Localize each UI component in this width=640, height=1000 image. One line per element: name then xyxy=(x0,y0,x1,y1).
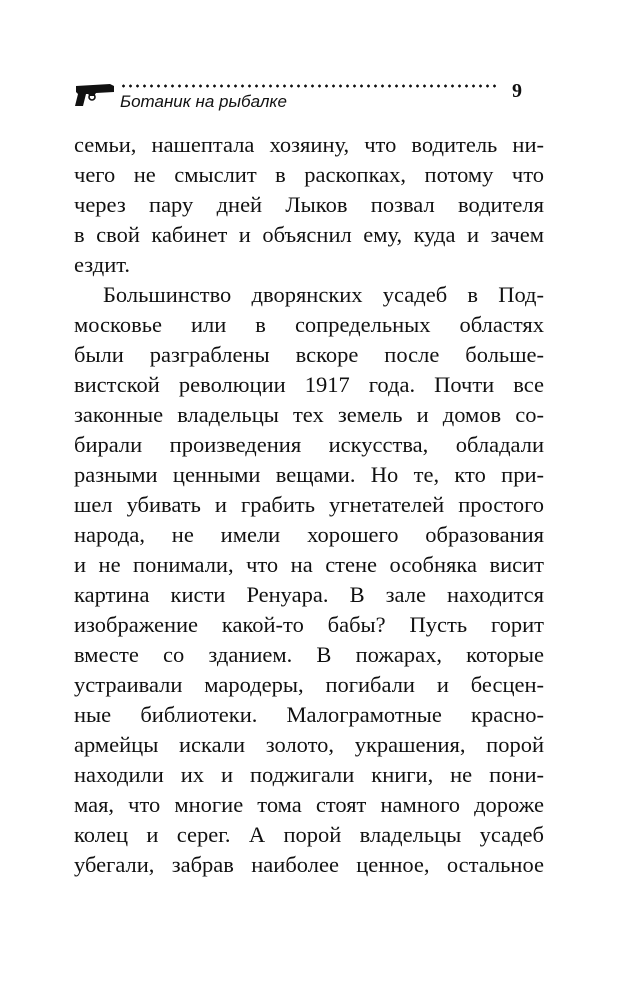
text-line: армейцы искали золото, украшения, порой xyxy=(74,732,544,757)
text-line: разными ценными вещами. Но те, кто при- xyxy=(74,462,544,487)
text-line: народа, не имели хорошего образования xyxy=(74,522,544,547)
text-line: бирали произведения искусства, обладали xyxy=(74,432,544,457)
revolver-icon xyxy=(74,80,116,108)
text-line: колец и серег. А порой владельцы усадеб xyxy=(74,822,544,847)
text-line: и не понимали, что на стене особняка висит xyxy=(74,552,544,577)
text-line: семьи, нашептала хозяину, что водитель ни- xyxy=(74,132,544,157)
text-line: изображение какой-то бабы? Пусть горит xyxy=(74,612,544,637)
text-line: московье или в сопредельных областях xyxy=(74,312,544,337)
text-line: ездит. xyxy=(74,252,130,277)
text-line: были разграблены вскоре после больше- xyxy=(74,342,544,367)
text-line: картина кисти Ренуара. В зале находится xyxy=(74,582,544,607)
text-line: вистской революции 1917 года. Почти все xyxy=(74,372,544,397)
text-line: ные библиотеки. Малограмотные красно- xyxy=(74,702,544,727)
running-title: Ботаник на рыбалке xyxy=(120,92,287,111)
page-number: 9 xyxy=(512,80,522,102)
header-dotted-rule xyxy=(120,84,500,88)
text-line: устраивали мародеры, погибали и бесцен- xyxy=(74,672,544,697)
text-line: чего не смыслит в раскопках, потому что xyxy=(74,162,544,187)
text-line: убегали, забрав наиболее ценное, остальное xyxy=(74,852,544,877)
text-line: мая, что многие тома стоят намного дороже xyxy=(74,792,544,817)
running-header xyxy=(74,78,544,118)
text-line: находили их и поджигали книги, не пони- xyxy=(74,762,544,787)
text-line: через пару дней Лыков позвал водителя xyxy=(74,192,544,217)
text-line: законные владельцы тех земель и домов со- xyxy=(74,402,544,427)
text-line: шел убивать и грабить угнетателей простого xyxy=(74,492,544,517)
text-line: вместе со зданием. В пожарах, которые xyxy=(74,642,544,667)
page-text xyxy=(74,130,544,880)
text-line: в свой кабинет и объяснил ему, куда и зачем xyxy=(74,222,544,247)
text-line: Большинство дворянских усадеб в Под- xyxy=(103,282,544,307)
